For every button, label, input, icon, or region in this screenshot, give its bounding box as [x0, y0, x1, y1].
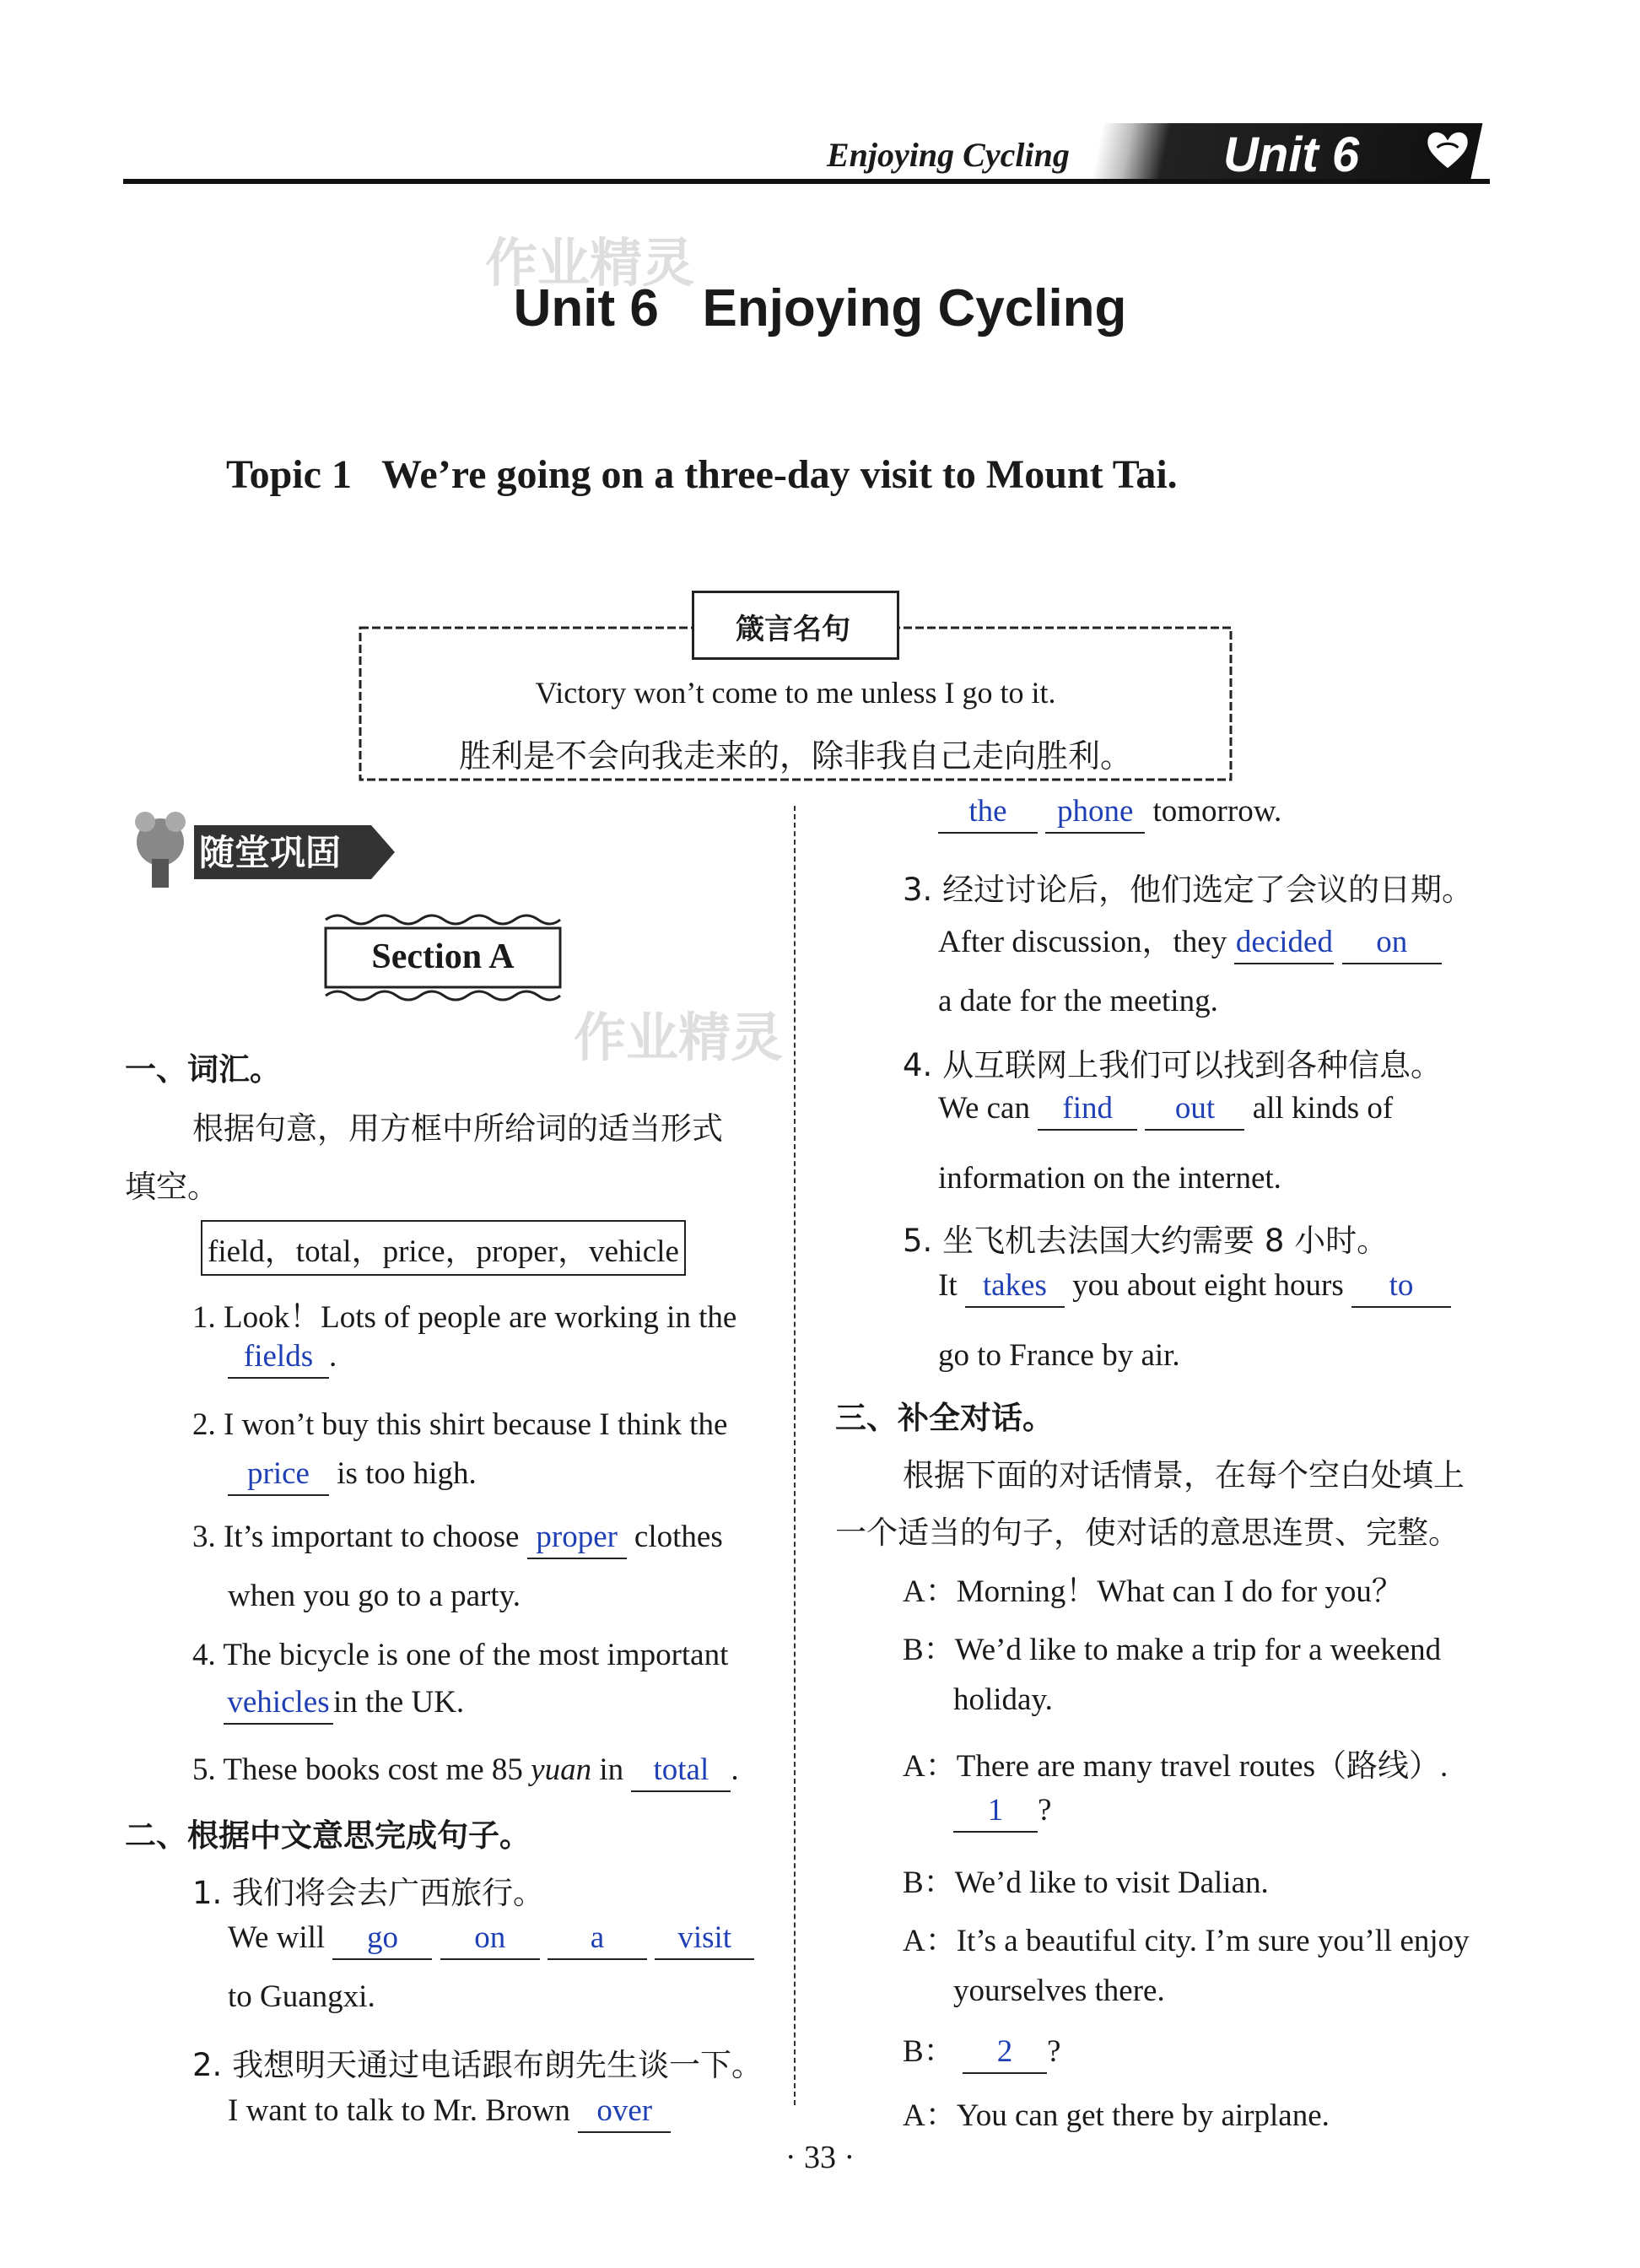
answer-blank: total	[631, 1754, 731, 1792]
question-text: .	[731, 1752, 739, 1787]
dialogue-line: ?	[1046, 2034, 1061, 2069]
part3-instruction: 根据下面的对话情景，在每个空白处填上	[903, 1457, 1465, 1493]
part2-heading: 二、根据中文意思完成句子。	[125, 1817, 531, 1854]
quote-tag: 箴言名句	[736, 613, 850, 646]
answer-blank: takes	[965, 1270, 1065, 1308]
question-text: when you go to a party.	[228, 1579, 521, 1613]
dialogue-line: A：It’s a beautiful city. I’m sure you’ll enjoy	[903, 1924, 1470, 1958]
question-text: in	[599, 1752, 624, 1787]
question-text: you about eight hours	[1072, 1268, 1344, 1303]
word-box: field，total，price，proper，vehicle	[201, 1220, 686, 1276]
answer-blank: out	[1145, 1093, 1244, 1131]
part3-heading: 三、补全对话。	[835, 1400, 1054, 1436]
answer-blank: to	[1351, 1270, 1451, 1308]
quote-chinese: 胜利是不会向我走来的，除非我自己走向胜利。	[458, 737, 1132, 775]
section-title: Section A	[371, 937, 515, 976]
header-subtitle: Enjoying Cycling	[827, 136, 1070, 174]
question-text: We can	[938, 1091, 1030, 1126]
question-text: 4. The bicycle is one of the most important	[192, 1638, 729, 1672]
question-text: in the UK.	[333, 1685, 465, 1720]
dialogue-line: A：Morning！What can I do for you？	[903, 1574, 1403, 1609]
answer-blank: 1	[953, 1795, 1038, 1833]
answer-blank: on	[1342, 926, 1442, 964]
page-number: · 33 ·	[785, 2140, 855, 2175]
answer-blank: the	[938, 796, 1038, 834]
question-text: clothes	[634, 1520, 723, 1554]
answer-blank: visit	[655, 1922, 754, 1960]
question-text: I want to talk to Mr. Brown	[228, 2093, 570, 2128]
watermark: 作业精灵	[485, 232, 695, 294]
answer-blank: on	[440, 1922, 540, 1960]
question-text: 2. I won’t buy this shirt because I think the	[192, 1407, 728, 1442]
question-text: .	[329, 1339, 337, 1374]
part1-instruction: 根据句意，用方框中所给词的适当形式	[192, 1110, 723, 1147]
answer-blank: phone	[1045, 796, 1145, 834]
column-divider	[794, 806, 797, 2105]
answer-blank: find	[1038, 1093, 1137, 1131]
answer-blank: decided	[1234, 926, 1334, 964]
question-text: 3. 经过讨论后，他们选定了会议的日期。	[903, 872, 1474, 908]
dialogue-line: B：We’d like to make a trip for a weekend	[903, 1633, 1442, 1667]
question-text: 2. 我想明天通过电话跟布朗先生谈一下。	[192, 2047, 763, 2083]
dialogue-line: A：You can get there by airplane.	[903, 2098, 1330, 2133]
question-text: go to France by air.	[938, 1338, 1180, 1373]
quote-english: Victory won’t come to me unless I go to it.	[535, 676, 1056, 710]
question-text: to Guangxi.	[228, 1979, 375, 2014]
question-text: 1. 我们将会去广西旅行。	[192, 1875, 545, 1911]
question-text: yuan	[531, 1752, 592, 1787]
answer-blank: proper	[527, 1521, 627, 1559]
badge-text: 随堂巩固	[199, 832, 342, 873]
part1-instruction: 填空。	[125, 1169, 218, 1205]
question-text: tomorrow.	[1152, 794, 1282, 829]
answer-blank: fields	[228, 1341, 329, 1379]
answer-blank: vehicles	[224, 1687, 333, 1725]
dialogue-line: holiday.	[953, 1682, 1053, 1717]
watermark: 作业精灵	[574, 1007, 784, 1068]
heart-logo-icon	[1422, 123, 1474, 176]
dialogue-line: yourselves there.	[953, 1974, 1165, 2008]
question-text: a date for the meeting.	[938, 984, 1218, 1018]
header-unit: Unit 6	[1223, 127, 1360, 182]
dialogue-line: B：	[903, 2034, 955, 2069]
question-text: 1. Look！Lots of people are working in the	[192, 1300, 737, 1335]
question-text: We will	[228, 1920, 326, 1955]
unit-title: Unit 6 Enjoying Cycling	[513, 279, 1127, 338]
question-text: 5. These books cost me 85	[192, 1752, 523, 1787]
question-text: information on the internet.	[938, 1161, 1281, 1196]
topic-title: Topic 1 We’re going on a three-day visit to Mount Tai.	[226, 452, 1178, 497]
part1-heading: 一、词汇。	[125, 1051, 281, 1088]
part3-instruction: 一个适当的句子，使对话的意思连贯、完整。	[835, 1515, 1459, 1551]
answer-blank: 2	[963, 2036, 1047, 2074]
question-text: all kinds of	[1252, 1091, 1394, 1126]
question-text: is too high.	[337, 1456, 477, 1491]
dialogue-line: A：There are many travel routes（路线）.	[903, 1749, 1448, 1784]
question-text: 3. It’s important to choose	[192, 1520, 520, 1554]
answer-blank: a	[548, 1922, 647, 1960]
answer-blank: over	[578, 2095, 671, 2133]
answer-blank: go	[332, 1922, 432, 1960]
question-text: After discussion，they	[938, 925, 1227, 959]
question-text: 5. 坐飞机去法国大约需要 8 小时。	[903, 1223, 1389, 1259]
dialogue-line: ?	[1038, 1793, 1052, 1828]
question-text: 4. 从互联网上我们可以找到各种信息。	[903, 1047, 1443, 1083]
question-text: It	[938, 1268, 958, 1303]
dialogue-line: B：We’d like to visit Dalian.	[903, 1866, 1269, 1900]
answer-blank: price	[228, 1458, 329, 1496]
